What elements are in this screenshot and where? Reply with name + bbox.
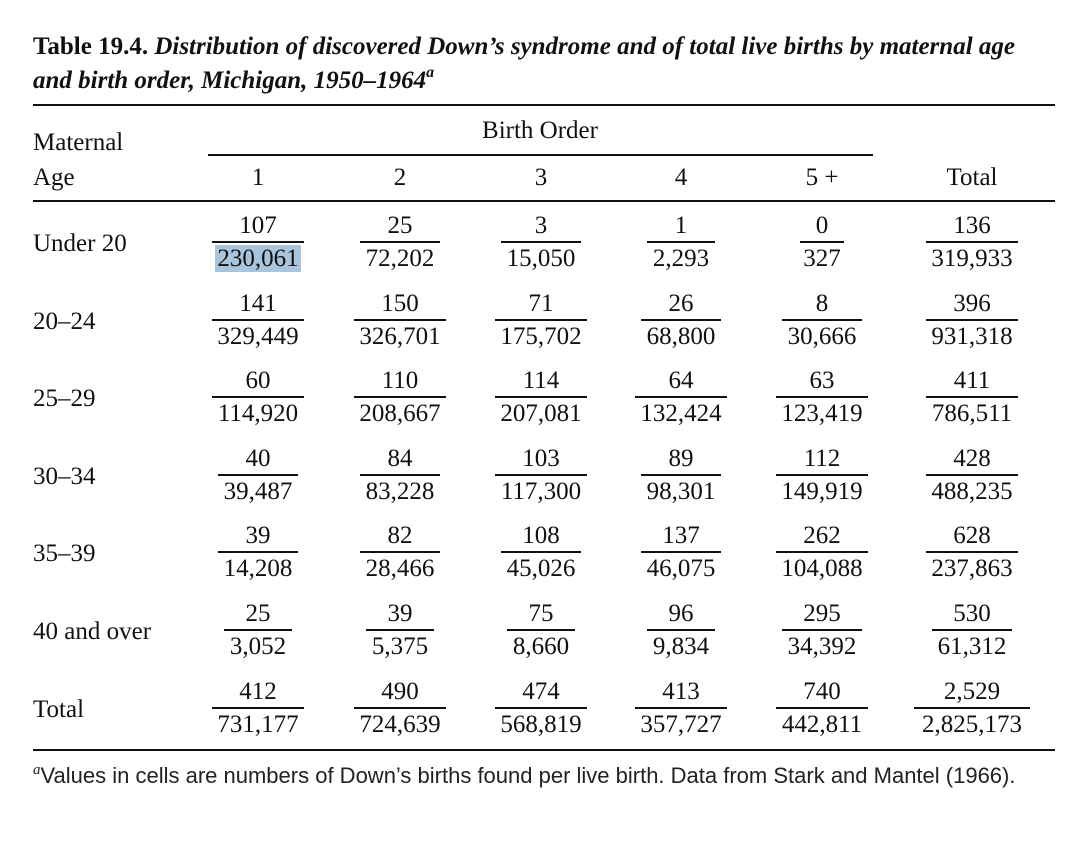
birth-order-rule [208,154,873,156]
header-birth-order-2: 2 [393,164,407,191]
fraction-bar [782,629,862,631]
fraction-bar [495,707,587,709]
table-cell [621,521,741,583]
cell-denominator-wrap [762,632,882,661]
table-cell [198,444,318,506]
cell-numerator: 3 [534,212,548,239]
row-label: Total [33,696,85,723]
cell-numerator: 39 [245,522,271,549]
table-cell [198,521,318,583]
cell-numerator: 84 [387,445,413,472]
caption-footnote-mark: a [426,63,435,81]
cell-denominator-wrap [912,399,1032,428]
cell-denominator-wrap [762,322,882,351]
cell-numerator: 64 [668,367,694,394]
table-title: Distribution of discovered Down’s syndrome and of total live births by maternal age and birth order, Michigan, 1950–1964 [33,33,1015,94]
cell-denominator[interactable]: 104,088 [781,555,863,582]
table-cell [198,211,318,273]
table-cell [481,521,601,583]
fraction-bar [218,551,298,553]
cell-denominator-wrap [621,710,741,739]
table-cell [621,599,741,661]
row-total-cell [912,444,1032,506]
header-birth-order-5: 5 + [805,164,839,191]
fraction-bar [776,396,868,398]
fraction-bar [641,474,721,476]
table-cell [340,211,460,273]
fraction-bar [501,551,581,553]
cell-numerator: 25 [245,600,271,627]
table-cell [621,211,741,273]
cell-denominator-wrap [481,477,601,506]
cell-denominator[interactable]: 34,392 [787,633,857,660]
fraction-bar [495,319,587,321]
cell-denominator-wrap [621,477,741,506]
cell-denominator-wrap [762,399,882,428]
fraction-bar [926,396,1018,398]
fraction-bar [782,319,862,321]
cell-numerator: 60 [245,367,271,394]
cell-denominator[interactable]: 9,834 [652,633,710,660]
cell-numerator: 112 [803,445,841,472]
row-total-cell [912,677,1032,739]
fraction-bar [926,551,1018,553]
cell-denominator[interactable]: 114,920 [217,400,299,427]
cell-denominator-wrap [340,399,460,428]
cell-numerator: 39 [387,600,413,627]
cell-denominator-wrap [340,322,460,351]
row-label: Under 20 [33,230,127,257]
cell-denominator[interactable]: 30,666 [787,323,857,350]
cell-denominator-wrap [621,554,741,583]
table-caption [33,30,1043,98]
table-cell [621,677,741,739]
fraction-bar [776,707,868,709]
fraction-bar [354,319,446,321]
cell-numerator: 71 [528,290,554,317]
table-cell [762,599,882,661]
cell-denominator-wrap [198,399,318,428]
cell-numerator: 141 [239,290,277,317]
cell-denominator-wrap [762,554,882,583]
cell-denominator[interactable]: 357,727 [640,711,722,738]
cell-denominator[interactable]: 786,511 [931,400,1013,427]
fraction-bar [218,474,298,476]
footnote-text: Values in cells are numbers of Down’s births found per live birth. Data from Stark and Mantel (1966). [40,763,1016,788]
cell-denominator-wrap [912,710,1032,739]
fraction-bar [507,629,575,631]
table-cell [762,366,882,428]
header-total: Total [946,164,998,191]
cell-numerator: 63 [809,367,835,394]
cell-denominator-wrap [912,554,1032,583]
cell-denominator-wrap [340,477,460,506]
header-age: Age [33,164,75,191]
cell-numerator: 150 [381,290,419,317]
row-label: 40 and over [33,618,152,645]
cell-numerator: 490 [381,678,419,705]
cell-denominator-wrap [762,244,882,273]
fraction-bar [926,319,1018,321]
cell-denominator[interactable]: 2,825,173 [922,711,1022,738]
row-total-cell [912,599,1032,661]
cell-denominator[interactable]: 61,312 [937,633,1007,660]
table-cell [621,366,741,428]
cell-denominator-wrap [198,244,318,273]
cell-denominator[interactable]: 132,424 [640,400,722,427]
cell-denominator[interactable]: 28,466 [365,555,435,582]
table-cell [198,289,318,351]
cell-denominator-wrap [481,554,601,583]
cell-denominator-wrap [621,322,741,351]
cell-denominator[interactable]: 5,375 [371,633,429,660]
table-cell [198,599,318,661]
table-cell [762,677,882,739]
cell-denominator[interactable]: 45,026 [506,555,576,582]
cell-numerator: 428 [953,445,991,472]
table-cell [481,289,601,351]
cell-denominator-wrap [481,322,601,351]
fraction-bar [495,474,587,476]
header-birth-order-4: 4 [674,164,688,191]
cell-denominator[interactable]: 327 [803,245,841,272]
footnote-mark: a [33,762,41,778]
table-cell [481,677,601,739]
cell-denominator[interactable]: 319,933 [931,245,1013,272]
cell-denominator-wrap [340,710,460,739]
cell-numerator: 82 [387,522,413,549]
table-cell [340,677,460,739]
cell-numerator: 75 [528,600,554,627]
cell-denominator[interactable]: 230,061 [217,245,299,272]
cell-denominator-wrap [198,632,318,661]
cell-numerator: 411 [953,367,991,394]
fraction-bar [926,241,1018,243]
cell-numerator: 474 [522,678,560,705]
cell-denominator[interactable]: 39,487 [223,478,293,505]
bottom-rule [33,749,1055,751]
fraction-bar [914,707,1030,709]
cell-denominator-wrap [198,710,318,739]
cell-numerator: 137 [662,522,700,549]
cell-denominator-wrap [621,399,741,428]
header-birth-order-1: 1 [251,164,265,191]
cell-denominator[interactable]: 237,863 [931,555,1013,582]
cell-numerator: 740 [803,678,841,705]
fraction-bar [501,241,581,243]
table-cell [340,366,460,428]
cell-denominator-wrap [198,477,318,506]
header-birth-order: Birth Order [482,117,598,144]
fraction-bar [647,629,715,631]
table-cell [340,289,460,351]
cell-denominator-wrap [912,244,1032,273]
cell-numerator: 40 [245,445,271,472]
cell-numerator: 25 [387,212,413,239]
table-cell [340,444,460,506]
cell-denominator-wrap [481,632,601,661]
cell-denominator[interactable]: 329,449 [217,323,299,350]
fraction-bar [641,551,721,553]
row-label: 20–24 [33,308,96,335]
cell-denominator[interactable]: 123,419 [781,400,863,427]
table-cell [621,444,741,506]
cell-denominator-wrap [912,632,1032,661]
fraction-bar [495,396,587,398]
fraction-bar [224,629,292,631]
cell-numerator: 2,529 [943,678,1001,705]
table-cell [762,444,882,506]
fraction-bar [776,551,868,553]
fraction-bar [360,474,440,476]
fraction-bar [366,629,434,631]
cell-denominator[interactable]: 731,177 [217,711,299,738]
cell-numerator: 89 [668,445,694,472]
cell-denominator-wrap [198,322,318,351]
cell-denominator[interactable]: 14,208 [223,555,293,582]
cell-numerator: 412 [239,678,277,705]
cell-denominator[interactable]: 207,081 [500,400,582,427]
cell-denominator-wrap [762,477,882,506]
cell-numerator: 530 [953,600,991,627]
fraction-bar [641,319,721,321]
cell-denominator-wrap [340,554,460,583]
fraction-bar [776,474,868,476]
cell-denominator-wrap [762,710,882,739]
fraction-bar [212,319,304,321]
table-cell [762,211,882,273]
cell-numerator: 108 [522,522,560,549]
cell-denominator[interactable]: 326,701 [359,323,441,350]
table-cell [198,366,318,428]
cell-denominator[interactable]: 488,235 [931,478,1013,505]
row-total-cell [912,289,1032,351]
cell-numerator: 0 [815,212,829,239]
cell-denominator-wrap [481,710,601,739]
footnote [33,760,1058,795]
cell-denominator[interactable]: 72,202 [365,245,435,272]
table-number: Table 19.4. [33,33,149,60]
cell-numerator: 628 [953,522,991,549]
table-cell [481,366,601,428]
row-label: 30–34 [33,463,96,490]
fraction-bar [360,241,440,243]
table-cell [340,599,460,661]
cell-denominator[interactable]: 149,919 [781,478,863,505]
fraction-bar [647,241,715,243]
cell-denominator[interactable]: 3,052 [229,633,287,660]
table-cell [762,289,882,351]
cell-denominator[interactable]: 8,660 [512,633,570,660]
fraction-bar [212,707,304,709]
cell-denominator[interactable]: 15,050 [506,245,576,272]
fraction-bar [212,396,304,398]
cell-denominator[interactable]: 208,667 [359,400,441,427]
cell-denominator-wrap [912,322,1032,351]
table-cell [762,521,882,583]
table-cell [198,677,318,739]
fraction-bar [932,629,1012,631]
cell-denominator[interactable]: 931,318 [931,323,1013,350]
cell-denominator[interactable]: 175,702 [500,323,582,350]
header-maternal: Maternal [33,129,124,156]
cell-denominator[interactable]: 83,228 [365,478,435,505]
cell-numerator: 1 [674,212,688,239]
cell-numerator: 96 [668,600,694,627]
cell-numerator: 8 [815,290,829,317]
cell-numerator: 103 [522,445,560,472]
table-cell [621,289,741,351]
cell-denominator[interactable]: 68,800 [646,323,716,350]
table-cell [481,211,601,273]
row-total-cell [912,211,1032,273]
cell-denominator-wrap [621,244,741,273]
fraction-bar [800,241,844,243]
row-label: 25–29 [33,385,96,412]
row-total-cell [912,366,1032,428]
cell-denominator-wrap [340,632,460,661]
table-cell [340,521,460,583]
cell-denominator[interactable]: 98,301 [646,478,716,505]
cell-denominator[interactable]: 117,300 [500,478,582,505]
cell-denominator[interactable]: 2,293 [652,245,710,272]
table-cell [481,444,601,506]
cell-denominator-wrap [198,554,318,583]
cell-denominator-wrap [481,399,601,428]
fraction-bar [635,396,727,398]
row-total-cell [912,521,1032,583]
cell-numerator: 26 [668,290,694,317]
fraction-bar [926,474,1018,476]
cell-numerator: 136 [953,212,991,239]
row-label: 35–39 [33,540,96,567]
cell-numerator: 107 [239,212,277,239]
fraction-bar [635,707,727,709]
cell-denominator[interactable]: 442,811 [781,711,863,738]
cell-denominator-wrap [912,477,1032,506]
cell-denominator[interactable]: 724,639 [359,711,441,738]
cell-numerator: 295 [803,600,841,627]
cell-denominator-wrap [481,244,601,273]
header-rule [33,200,1055,202]
cell-numerator: 114 [522,367,560,394]
fraction-bar [212,241,304,243]
fraction-bar [354,396,446,398]
cell-numerator: 110 [381,367,419,394]
fraction-bar [354,707,446,709]
cell-denominator-wrap [340,244,460,273]
cell-denominator[interactable]: 46,075 [646,555,716,582]
table-cell [481,599,601,661]
cell-denominator-wrap [621,632,741,661]
fraction-bar [360,551,440,553]
cell-numerator: 262 [803,522,841,549]
header-birth-order-3: 3 [534,164,548,191]
cell-numerator: 396 [953,290,991,317]
cell-denominator[interactable]: 568,819 [500,711,582,738]
cell-numerator: 413 [662,678,700,705]
top-rule [33,104,1055,106]
